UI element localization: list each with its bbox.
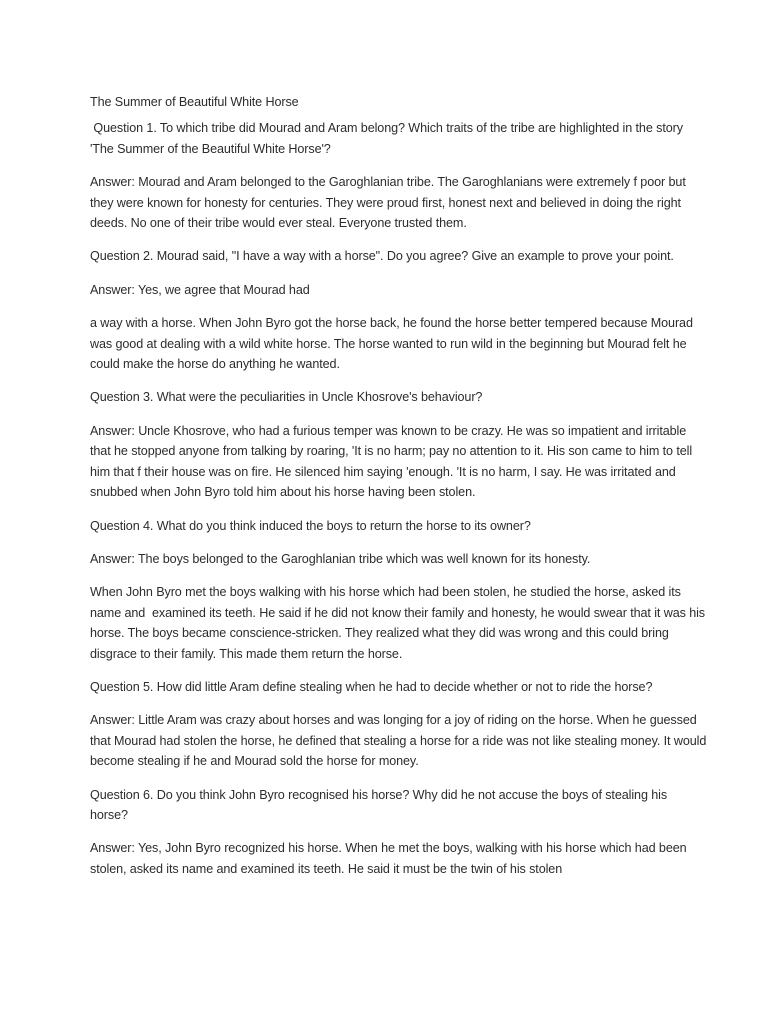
question-1: Question 1. To which tribe did Mourad and Aram belong? Which traits of the tribe are highlighted in the story 'The Summer of the Beautiful White Horse'? xyxy=(90,121,687,156)
question-5: Question 5. How did little Aram define stealing when he had to decide whether or not to ride the horse? xyxy=(90,679,653,694)
answer-6: Answer: Yes, John Byro recognized his horse. When he met the boys, walking with his horse which had been stolen, asked its name and examined its teeth. He said it must be the twin of his stolen xyxy=(90,841,690,876)
answer-4: Answer: The boys belonged to the Garoghlanian tribe which was well known for its honesty. xyxy=(90,551,591,566)
question-2: Question 2. Mourad said, "I have a way with a horse". Do you agree? Give an example to prove your point. xyxy=(90,249,674,264)
question-4: Question 4. What do you think induced the boys to return the horse to its owner? xyxy=(90,518,531,533)
answer-1: Answer: Mourad and Aram belonged to the Garoghlanian tribe. The Garoghlanians were extremely f poor but they were known for honesty for centuries. They were proud first, honest next and believed in doing the right deeds. No one of their tribe would ever steal. Everyone trusted them. xyxy=(90,175,690,231)
answer-2-continued: a way with a horse. When John Byro got the horse back, he found the horse better tempered because Mourad was good at dealing with a wild white horse. The horse wanted to run wild in the beginning but Mourad felt he could make the horse do anything he wanted. xyxy=(90,316,697,372)
answer-4-continued: When John Byro met the boys walking with his horse which had been stolen, he studied the horse, asked its name and examined its teeth. He said if he did not know their family and honesty, he would swear that it was his horse. The boys became conscience-stricken. They realized what they did was wrong and this could bring disgrace to their family. This made them return the horse. xyxy=(90,585,709,661)
answer-5: Answer: Little Aram was crazy about horses and was longing for a joy of riding on the horse. When he guessed that Mourad had stolen the horse, he defined that stealing a horse for a ride was not like stealing money. It would become stealing if he and Mourad sold the horse for money. xyxy=(90,713,710,769)
question-6: Question 6. Do you think John Byro recognised his horse? Why did he not accuse the boys of stealing his horse? xyxy=(90,787,671,822)
answer-3: Answer: Uncle Khosrove, who had a furious temper was known to be crazy. He was so impatient and irritable that he stopped anyone from talking by roaring, 'It is no harm; pay no attention to it. His son came to him to tell him that f their house was on fire. He silenced him saying 'enough. 'It is no harm, I say. He was irritated and snubbed when John Byro told him about his horse having been stolen. xyxy=(90,423,696,500)
document-title: The Summer of Beautiful White Horse xyxy=(90,95,299,109)
answer-2-start: Answer: Yes, we agree that Mourad had xyxy=(90,282,310,297)
question-3: Question 3. What were the peculiarities in Uncle Khosrove's behaviour? xyxy=(90,390,483,405)
